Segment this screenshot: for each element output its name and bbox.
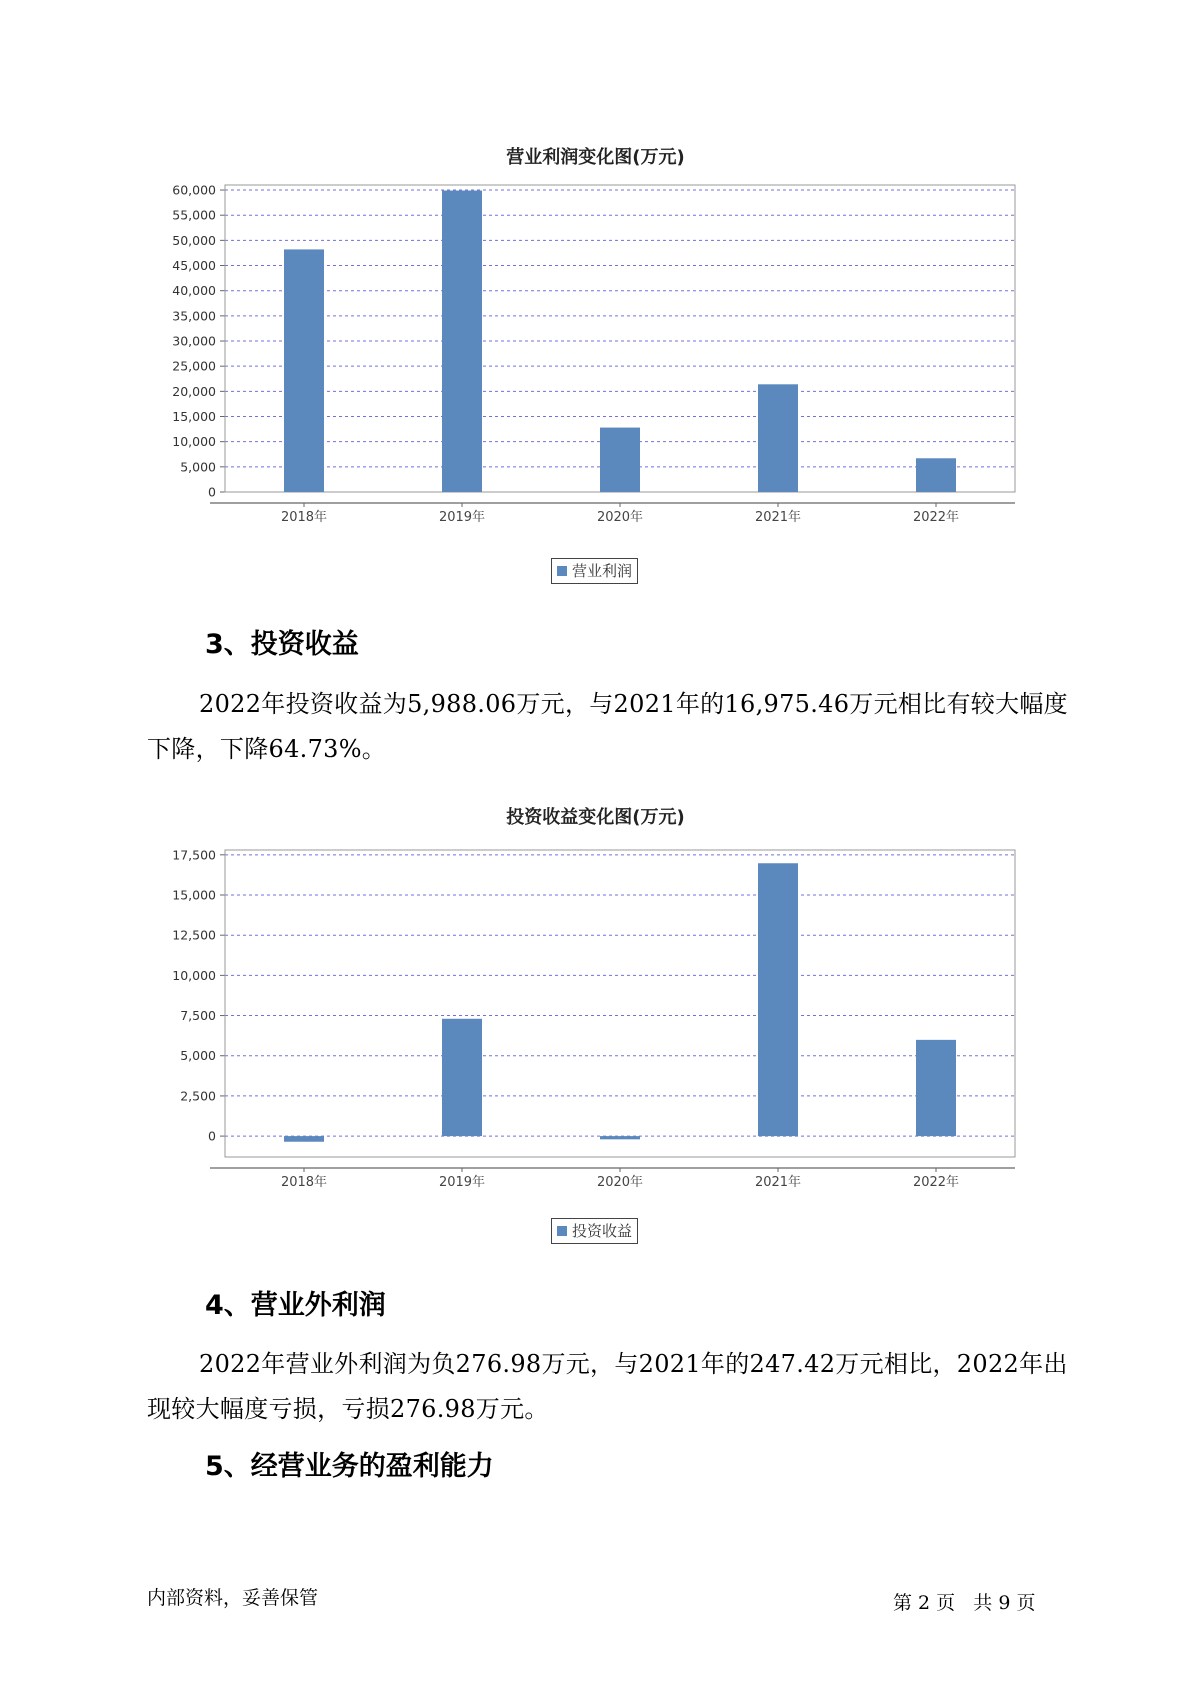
chart2-legend — [551, 1218, 638, 1244]
chart1-xtick-label: 2021年 — [754, 510, 802, 525]
chart2-xtick-label: 2018年 — [280, 1175, 328, 1190]
chart1-ytick-label: 5,000 — [180, 459, 216, 475]
chart1-ytick-label: 10,000 — [172, 434, 216, 450]
chart1-bar — [758, 384, 798, 492]
chart1-ytick-label: 40,000 — [172, 283, 216, 299]
footer-confidential-note: 内部资料，妥善保管 — [147, 1587, 319, 1609]
chart1-bar — [284, 249, 324, 492]
chart1-xtick-label: 2019年 — [438, 510, 486, 525]
chart2-title: 投资收益变化图(万元) — [506, 807, 685, 828]
chart2-investment-income — [150, 840, 1020, 1195]
chart2-ytick-label: 0 — [208, 1128, 216, 1144]
chart1-ytick-label: 15,000 — [172, 409, 216, 425]
chart2-ytick-label: 10,000 — [172, 967, 216, 983]
chart2-ytick-label: 17,500 — [172, 847, 216, 863]
chart2-ytick-label: 12,500 — [172, 927, 216, 943]
chart1-ytick-label: 55,000 — [172, 207, 216, 223]
chart1-ytick-label: 25,000 — [172, 358, 216, 374]
chart2-ytick-label: 5,000 — [180, 1048, 216, 1064]
chart2-bar — [758, 863, 798, 1136]
chart1-xtick-label: 2020年 — [596, 510, 644, 525]
chart1-legend-label: 营业利润 — [572, 562, 633, 580]
section-paragraph-non-operating-profit: 2022年营业外利润为负276.98万元，与2021年的247.42万元相比，2022年出现较大幅度亏损，亏损276.98万元。 — [147, 1350, 1068, 1423]
chart1-ytick-label: 35,000 — [172, 308, 216, 324]
chart2-ytick-label: 7,500 — [180, 1008, 216, 1024]
chart1-ytick-label: 20,000 — [172, 383, 216, 399]
chart1-bar — [600, 428, 640, 492]
chart1-xtick-label: 2018年 — [280, 510, 328, 525]
chart1-legend — [551, 558, 638, 584]
chart2-ytick-label: 15,000 — [172, 887, 216, 903]
section-paragraph-investment-income: 2022年投资收益为5,988.06万元，与2021年的16,975.46万元相比有较大幅度下降，下降64.73%。 — [147, 690, 1068, 763]
section-heading-business-profitability: 5、经营业务的盈利能力 — [205, 1451, 494, 1482]
chart1-ytick-label: 60,000 — [172, 182, 216, 198]
chart2-xtick-label: 2020年 — [596, 1175, 644, 1190]
chart1-bar — [442, 191, 482, 492]
chart2-bar — [600, 1136, 640, 1139]
chart2-plot-border — [225, 850, 1015, 1157]
chart2-xtick-label: 2022年 — [912, 1175, 960, 1190]
chart2-bar — [442, 1019, 482, 1136]
chart1-operating-profit — [150, 175, 1020, 530]
chart1-title: 营业利润变化图(万元) — [506, 147, 685, 168]
chart2-xtick-label: 2019年 — [438, 1175, 486, 1190]
chart1-ytick-label: 30,000 — [172, 333, 216, 349]
chart2-ytick-label: 2,500 — [180, 1088, 216, 1104]
chart1-ytick-label: 0 — [208, 484, 216, 500]
chart2-xtick-label: 2021年 — [754, 1175, 802, 1190]
chart2-bar — [916, 1040, 956, 1136]
chart1-ytick-label: 50,000 — [172, 232, 216, 248]
footer-page-number: 第 2 页 共 9 页 — [893, 1592, 1036, 1614]
chart1-ytick-label: 45,000 — [172, 258, 216, 274]
legend-swatch — [557, 566, 567, 576]
section-heading-non-operating-profit: 4、营业外利润 — [205, 1290, 386, 1321]
chart2-bar — [284, 1136, 324, 1142]
chart1-bar — [916, 458, 956, 492]
chart1-xtick-label: 2022年 — [912, 510, 960, 525]
section-heading-investment-income: 3、投资收益 — [205, 629, 359, 660]
legend-swatch — [557, 1226, 567, 1236]
chart2-legend-label: 投资收益 — [572, 1222, 633, 1240]
